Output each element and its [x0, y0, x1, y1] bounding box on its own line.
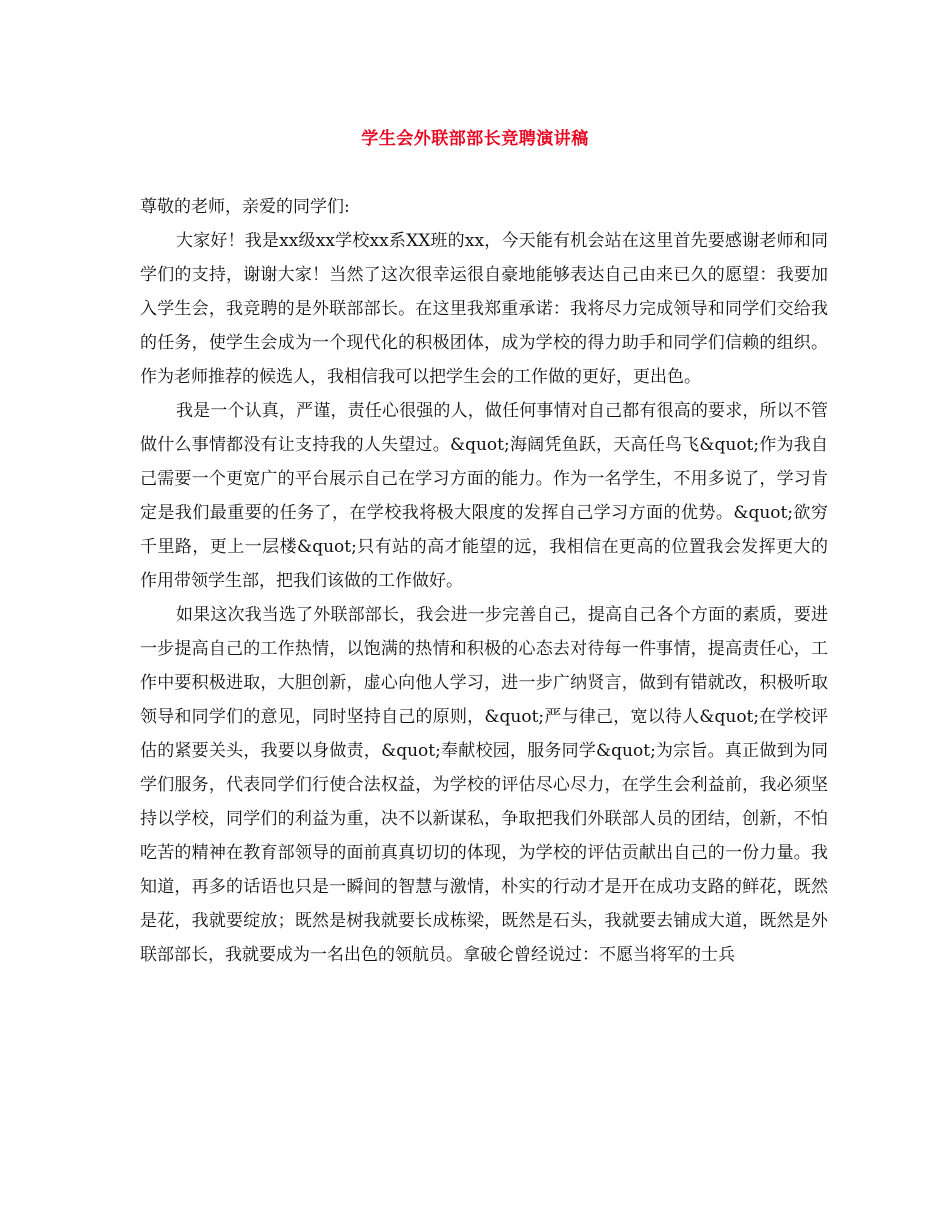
paragraph-2: 我是一个认真，严谨，责任心很强的人，做任何事情对自己都有很高的要求，所以不管做什么事情都没有让支持我的人失望过。&quot;海阔凭鱼跃，天高任鸟飞&quot;作为我自己需要一个更宽广的平台展示自己在学习方面的能力。作为一名学生，不用多说了，学习肯定是我们最重要的任务了，在学校我将极大限度的发挥自己学习方面的优势。&quot;欲穷千里路，更上一层楼&quot;只有站的高才能望的远，我相信在更高的位置我会发挥更大的作用带领学生部，把我们该做的工作做好。 [140, 401, 828, 591]
document-title: 学生会外联部部长竞聘演讲稿 [361, 129, 589, 149]
paragraph-3: 如果这次我当选了外联部部长，我会进一步完善自己，提高自己各个方面的素质，要进一步提高自己的工作热情，以饱满的热情和积极的心态去对待每一件事情，提高责任心，工作中要积极进取，大胆创新，虚心向他人学习，进一步广纳贤言，做到有错就改，积极听取领导和同学们的意见，同时坚持自己的原则，&quot;严与律己，宽以待人&quot;在学校评估的紧要关头，我要以身做责，&quot;奉献校园，服务同学&quot;为宗旨。真正做到为同学们服务，代表同学们行使合法权益，为学校的评估尽心尽力，在学生会利益前，我必须坚持以学校，同学们的利益为重，决不以新谋私，争取把我们外联部人员的团结，创新，不怕吃苦的精神在教育部领导的面前真真切切的体现，为学校的评估贡献出自己的一份力量。我知道，再多的话语也只是一瞬间的智慧与激情，朴实的行动才是开在成功支路的鲜花，既然是花，我就要绽放；既然是树我就要长成栋梁，既然是石头，我就要去铺成大道，既然是外联部部长，我就要成为一名出色的领航员。拿破仑曾经说过：不愿当将军的士兵 [140, 605, 828, 965]
greeting-line: 尊敬的老师，亲爱的同学们: [140, 197, 350, 217]
document-body [140, 190, 828, 972]
paragraph-1: 大家好！我是xx级xx学校xx系XX班的xx，今天能有机会站在这里首先要感谢老师和同学们的支持，谢谢大家！当然了这次很幸运很自豪地能够表达自己由来已久的愿望：我要加入学生会，我竞聘的是外联部部长。在这里我郑重承诺：我将尽力完成领导和同学们交给我的任务，使学生会成为一个现代化的积极团体，成为学校的得力助手和同学们信赖的组织。作为老师推荐的候选人，我相信我可以把学生会的工作做的更好，更出色。 [140, 231, 828, 387]
